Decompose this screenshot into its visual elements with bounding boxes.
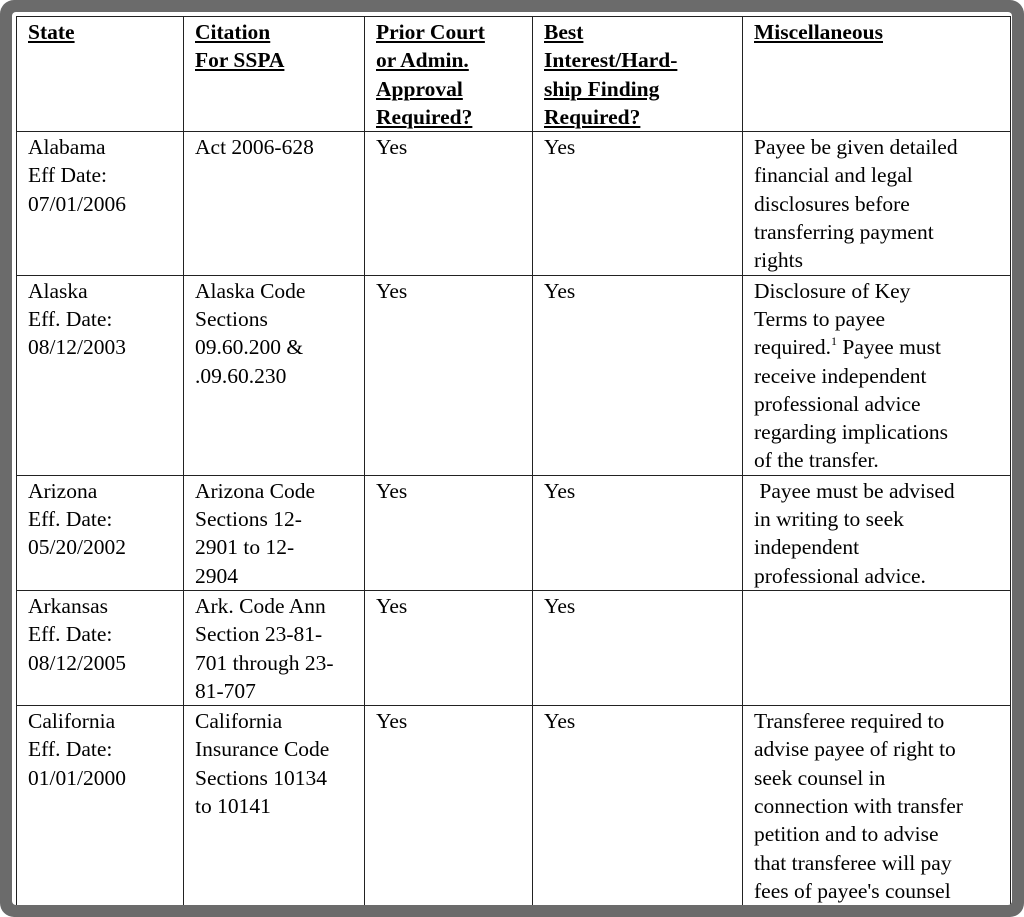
state-cell: Arizona Eff. Date: 05/20/2002 [17, 475, 184, 590]
miscellaneous-cell [743, 590, 1011, 705]
best-interest-cell: Yes [533, 475, 743, 590]
header-state: State [17, 17, 184, 132]
citation-cell: Ark. Code Ann Section 23-81- 701 through 23- 81-707 [184, 590, 365, 705]
prior-approval-cell: Yes [365, 706, 533, 905]
header-prior-approval: Prior Court or Admin. Approval Required? [365, 17, 533, 132]
prior-approval-cell: Yes [365, 275, 533, 475]
footnote-marker[interactable]: 1 [831, 334, 838, 349]
header-best-interest: Best Interest/Hard- ship Finding Required? [533, 17, 743, 132]
sspa-state-table [16, 16, 1011, 905]
table-row [17, 706, 1011, 905]
state-cell: California Eff. Date: 01/01/2000 [17, 706, 184, 905]
table-row [17, 475, 1011, 590]
miscellaneous-cell: Payee be given detailed financial and legal disclosures before transferring payment rights [743, 132, 1011, 275]
best-interest-cell: Yes [533, 275, 743, 475]
best-interest-cell: Yes [533, 706, 743, 905]
best-interest-cell: Yes [533, 132, 743, 275]
prior-approval-cell: Yes [365, 132, 533, 275]
header-miscellaneous: Miscellaneous [743, 17, 1011, 132]
prior-approval-cell: Yes [365, 475, 533, 590]
citation-cell: Alaska Code Sections 09.60.200 & .09.60.230 [184, 275, 365, 475]
header-citation: Citation For SSPA [184, 17, 365, 132]
citation-cell: Act 2006-628 [184, 132, 365, 275]
state-cell: Arkansas Eff. Date: 08/12/2005 [17, 590, 184, 705]
header-row [17, 17, 1011, 132]
citation-cell: California Insurance Code Sections 10134 to 10141 [184, 706, 365, 905]
table-row [17, 132, 1011, 275]
miscellaneous-cell: Transferee required to advise payee of right to seek counsel in connection with transfer petition and to advise that transferee will pay fees of payee's counsel [743, 706, 1011, 905]
table-row [17, 275, 1011, 475]
document-page [12, 12, 1012, 905]
citation-cell: Arizona Code Sections 12- 2901 to 12- 2904 [184, 475, 365, 590]
miscellaneous-cell: Payee must be advised in writing to seek independent professional advice. [743, 475, 1011, 590]
miscellaneous-cell: Disclosure of Key Terms to payee required.$^1$ Payee must receive independent professional advice regarding implications of the transfer. [743, 275, 1011, 475]
table-row [17, 590, 1011, 705]
state-cell: Alaska Eff. Date: 08/12/2003 [17, 275, 184, 475]
best-interest-cell: Yes [533, 590, 743, 705]
misc-footnote-line: required.$^1$ Payee must [754, 334, 941, 360]
prior-approval-cell: Yes [365, 590, 533, 705]
state-cell: Alabama Eff Date: 07/01/2006 [17, 132, 184, 275]
